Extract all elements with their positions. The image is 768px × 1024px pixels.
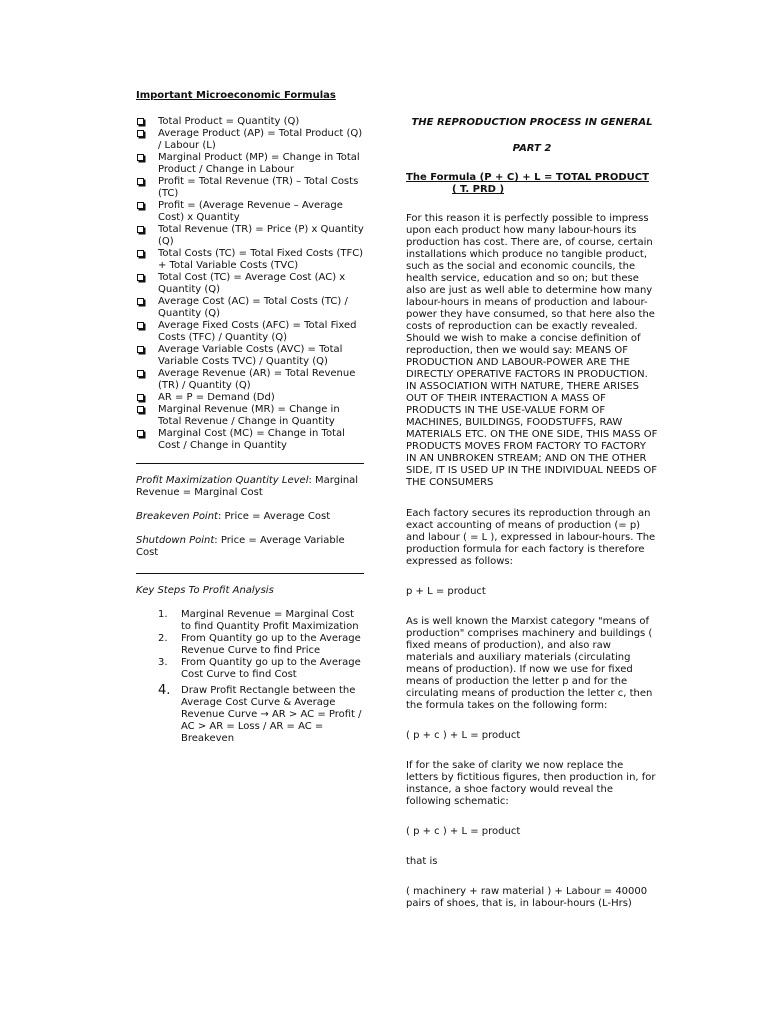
formula-item: Marginal Revenue (MR) = Change in Total Revenue / Change in Quantity <box>136 404 364 428</box>
body-paragraph: If for the sake of clarity we now replace the letters by fictitious figures, then production in, for instance, a shoe factory would reveal the following schematic: <box>406 760 656 807</box>
formula-item: Total Cost (TC) = Average Cost (AC) x Quantity (Q) <box>136 272 364 296</box>
definition-label: Shutdown Point <box>136 535 215 546</box>
formula-item: Marginal Product (MP) = Change in Total Product / Change in Labour <box>136 152 364 176</box>
formula-item: Total Revenue (TR) = Price (P) x Quantity (Q) <box>136 224 364 248</box>
formula-heading-line1: The Formula (P + C) + L = TOTAL PRODUCT <box>406 172 649 183</box>
formula-line: p + L = product <box>406 586 486 597</box>
formula-line: ( p + c ) + L = product <box>406 730 521 741</box>
formulas-title: Important Microeconomic Formulas <box>136 90 336 101</box>
formula-item: Profit = Total Revenue (TR) – Total Costs (TC) <box>136 176 364 200</box>
checkbox-bullet-icon <box>137 394 144 401</box>
body-paragraph: ( machinery + raw material ) + Labour = 40000 pairs of shoes, that is, in labour-hours (L-Hrs) <box>406 886 648 909</box>
formula-item: Average Variable Costs (AVC) = Total Variable Costs TVC) / Quantity (Q) <box>136 344 364 368</box>
checkbox-bullet-icon <box>137 154 144 161</box>
step-item <box>136 609 364 633</box>
step-text: From Quantity go up to the Average Cost Curve to find Cost <box>181 657 361 680</box>
formula-item: Average Cost (AC) = Total Costs (TC) / Quantity (Q) <box>136 296 364 320</box>
step-text: Marginal Revenue = Marginal Cost to find Quantity Profit Maximization <box>181 609 359 632</box>
step-number: 2. <box>158 633 168 644</box>
formula-item: Average Revenue (AR) = Total Revenue (TR) / Quantity (Q) <box>136 368 364 392</box>
steps-list <box>136 609 364 745</box>
step-number: 4. <box>158 683 171 698</box>
definition-label: Profit Maximization Quantity Level <box>136 475 309 486</box>
profit-max-definition <box>136 475 364 499</box>
shutdown-definition <box>136 535 364 559</box>
horizontal-divider <box>136 463 364 464</box>
formula-item: Total Product = Quantity (Q) <box>136 116 364 128</box>
formula-item: Marginal Cost (MC) = Change in Total Cost / Change in Quantity <box>136 428 364 452</box>
definition-text: : Price = Average Variable Cost <box>136 535 345 558</box>
body-paragraph: that is <box>406 856 438 867</box>
formula-heading-line2: ( T. PRD ) <box>452 184 505 195</box>
body-paragraph: Each factory secures its reproduction through an exact accounting of means of production (= p) and labour ( = L ), expressed in labour-hours. The production formula for each factory is therefore expressed as follows: <box>406 508 656 567</box>
step-item <box>136 685 364 745</box>
left-column <box>136 90 364 745</box>
step-text: Draw Profit Rectangle between the Average Cost Curve & Average Revenue Curve → AR > AC = Profit / AC > AR = Loss / AR = AC = Breakeven <box>181 685 362 744</box>
checkbox-bullet-icon <box>137 226 144 233</box>
right-column <box>406 117 658 922</box>
checkbox-bullet-icon <box>137 274 144 281</box>
checkbox-bullet-icon <box>137 118 144 125</box>
step-item <box>136 657 364 681</box>
breakeven-definition <box>136 511 364 523</box>
checkbox-bullet-icon <box>137 298 144 305</box>
checkbox-bullet-icon <box>137 202 144 209</box>
checkbox-bullet-icon <box>137 406 144 413</box>
checkbox-bullet-icon <box>137 346 144 353</box>
formula-item: Average Product (AP) = Total Product (Q) / Labour (L) <box>136 128 364 152</box>
checkbox-bullet-icon <box>137 130 144 137</box>
section-heading: THE REPRODUCTION PROCESS IN GENERAL <box>411 117 653 128</box>
checkbox-bullet-icon <box>137 370 144 377</box>
body-paragraph: As is well known the Marxist category "means of production" comprises machinery and buildings ( fixed means of production), and also raw materials and auxiliary materials (circulating means of production). If now we use for fixed means of production the letter p and for the circulating means of production the letter c, then the formula takes on the following form: <box>406 616 653 711</box>
step-number: 3. <box>158 657 168 668</box>
checkbox-bullet-icon <box>137 250 144 257</box>
part-heading: PART 2 <box>512 143 552 154</box>
step-text: From Quantity go up to the Average Revenue Curve to find Price <box>181 633 361 656</box>
checkbox-bullet-icon <box>137 178 144 185</box>
definition-text: : Price = Average Cost <box>217 511 331 522</box>
horizontal-divider <box>136 573 364 574</box>
formula-item: Average Fixed Costs (AFC) = Total Fixed Costs (TFC) / Quantity (Q) <box>136 320 364 344</box>
formula-list <box>136 116 364 452</box>
formula-heading <box>406 172 658 196</box>
formula-line: ( p + c ) + L = product <box>406 826 521 837</box>
step-item <box>136 633 364 657</box>
formula-item: Total Costs (TC) = Total Fixed Costs (TFC) + Total Variable Costs (TVC) <box>136 248 364 272</box>
checkbox-bullet-icon <box>137 322 144 329</box>
body-paragraph: For this reason it is perfectly possible to impress upon each product how many labour-hours its production has cost. There are, of course, certain installations which produce no tangible product, such as the social and economic councils, the health service, education and so on; but these also are just as well able to determine how many labour-hours in means of production and labour-power they have consumed, so that here also the costs of reproduction can be exactly revealed. Should we wish to make a concise definition of reproduction, then we would say: MEANS OF PRODUCTION AND LABOUR-POWER ARE THE DIRECTLY OPERATIVE FACTORS IN PRODUCTION. IN ASSOCIATION WITH NATURE, THERE ARISES OUT OF THEIR INTERACTION A MASS OF PRODUCTS IN THE USE-VALUE FORM OF MACHINES, BUILDINGS, FOODSTUFFS, RAW MATERIALS ETC. ON THE ONE SIDE, THIS MASS OF PRODUCTS MOVES FROM FACTORY TO FACTORY IN AN UNBROKEN STREAM; AND ON THE OTHER SIDE, IT IS USED UP IN THE INDIVIDUAL NEEDS OF THE CONSUMERS <box>406 213 658 488</box>
definition-label: Breakeven Point <box>136 511 218 522</box>
step-number: 1. <box>158 609 168 620</box>
steps-title: Key Steps To Profit Analysis <box>136 585 274 596</box>
formula-item: AR = P = Demand (Dd) <box>136 392 364 404</box>
definition-text: : Marginal Revenue = Marginal Cost <box>136 475 359 498</box>
formula-item: Profit = (Average Revenue – Average Cost) x Quantity <box>136 200 364 224</box>
checkbox-bullet-icon <box>137 430 144 437</box>
